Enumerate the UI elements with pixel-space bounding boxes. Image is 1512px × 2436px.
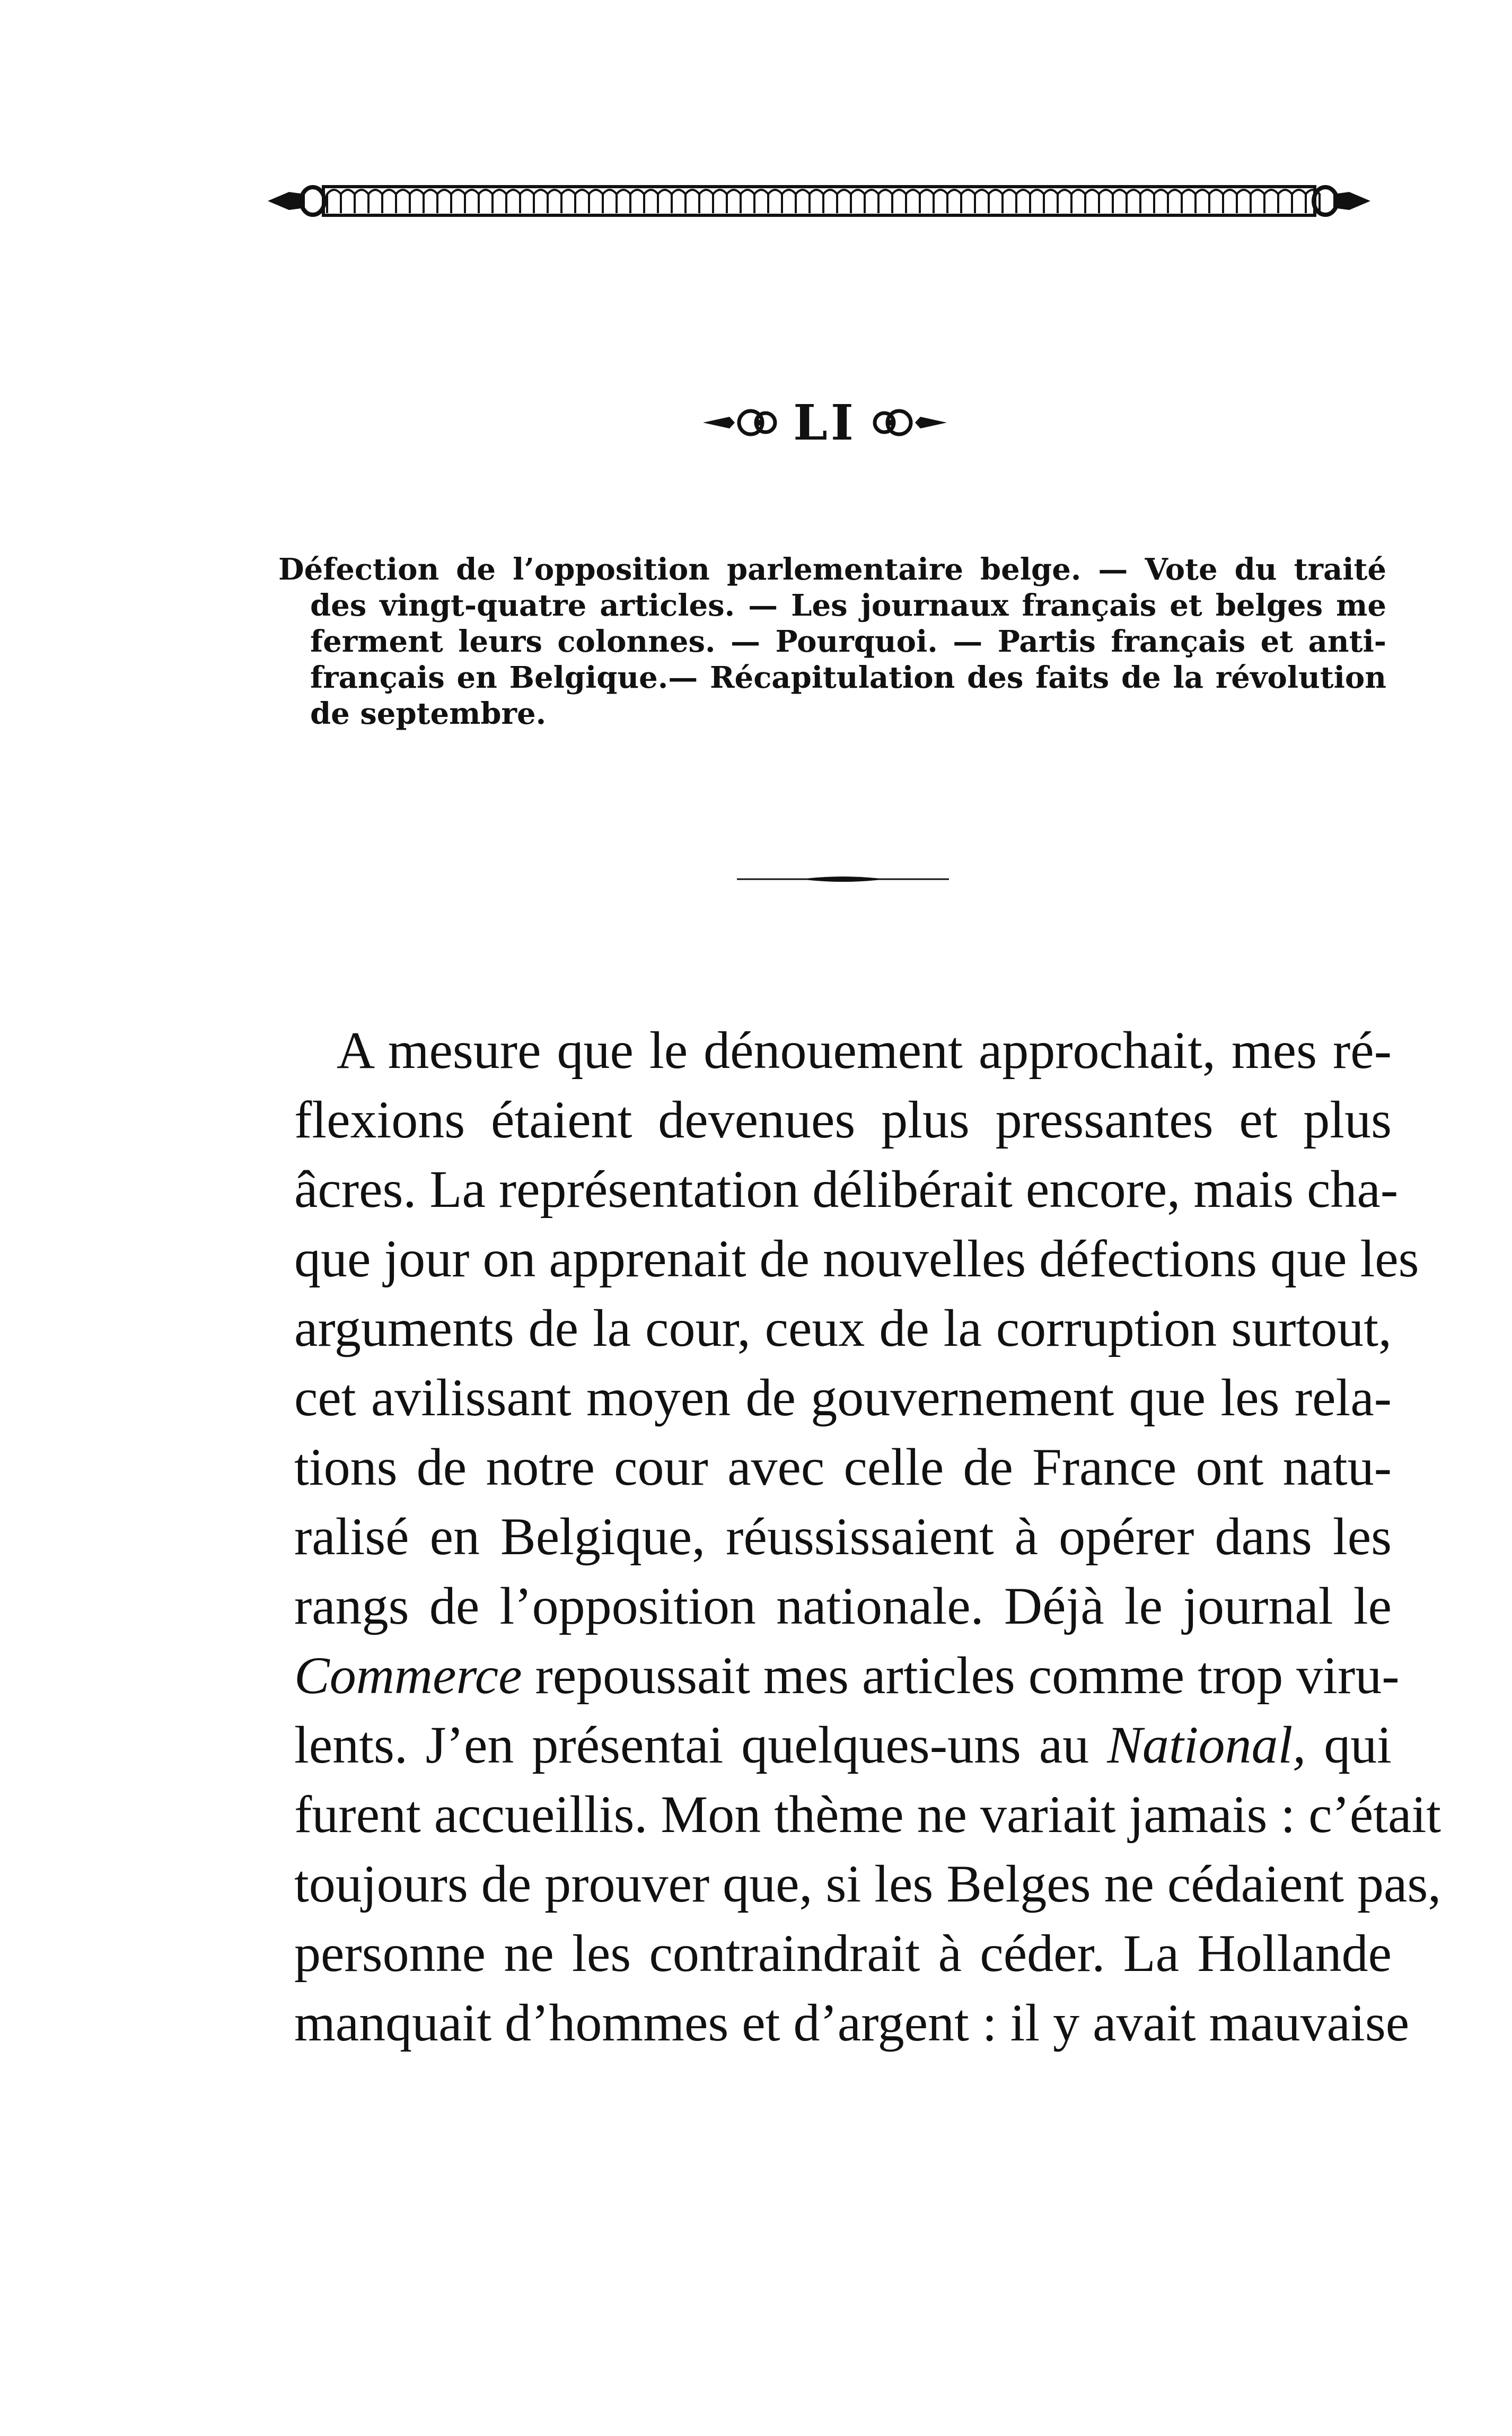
body-line: âcres. La représentation délibérait encore, mais cha- [294,1160,1399,1219]
ornamental-border-icon [268,182,1370,220]
body-line: rangs de l’opposition nationale. Déjà le journal le [294,1576,1392,1635]
body-line: manquait d’hommes et d’argent : il y avait mauvaise [294,1993,1410,2052]
body-line: A mesure que le dénouement approchait, mes ré- [337,1021,1392,1080]
body-line-text: repoussait mes articles comme trop viru- [522,1646,1400,1705]
summary-line: Défection de l’opposition parlementaire belge. — Vote du traité [278,552,1386,587]
body-line: ralisé en Belgique, réussissaient à opérer dans les [294,1507,1392,1566]
body-line-text: qui [1306,1715,1392,1774]
body-line: flexions étaient devenues plus pressantes et plus [294,1090,1392,1149]
flourish-left-icon [703,405,783,440]
italic-title: National, [1107,1715,1306,1774]
body-line: cet avilissant moyen de gouvernement que les rela- [294,1368,1392,1427]
summary-line: ferment leurs colonnes. — Pourquoi. — Partis français et anti- [310,624,1386,659]
body-line-text: lents. J’en présentai quelques-uns au [294,1715,1107,1774]
body-line: personne ne les contraindrait à céder. La Hollande [294,1924,1392,1983]
body-line: toujours de prouver que, si les Belges ne cédaient pas, [294,1854,1441,1913]
body-line: furent accueillis. Mon thème ne variait jamais : c’était [294,1785,1441,1844]
italic-title: Commerce [294,1646,522,1705]
separator-rule-icon [737,870,949,889]
chapter-heading [703,393,947,452]
body-line [294,1710,1392,1780]
flourish-right-icon [867,405,947,440]
summary-line: des vingt-quatre articles. — Les journaux français et belges me [310,588,1386,623]
body-line [294,1641,1400,1710]
body-text [294,1015,1441,2057]
body-line: arguments de la cour, ceux de la corruption surtout, [294,1299,1392,1357]
summary-line: de septembre. [310,696,547,731]
body-line: tions de notre cour avec celle de France ont natu- [294,1438,1392,1496]
body-line: que jour on apprenait de nouvelles défections que les [294,1229,1419,1288]
summary-line: français en Belgique.— Récapitulation des faits de la révolution [310,660,1386,695]
chapter-summary [278,551,1386,732]
chapter-number: LI [793,394,857,451]
